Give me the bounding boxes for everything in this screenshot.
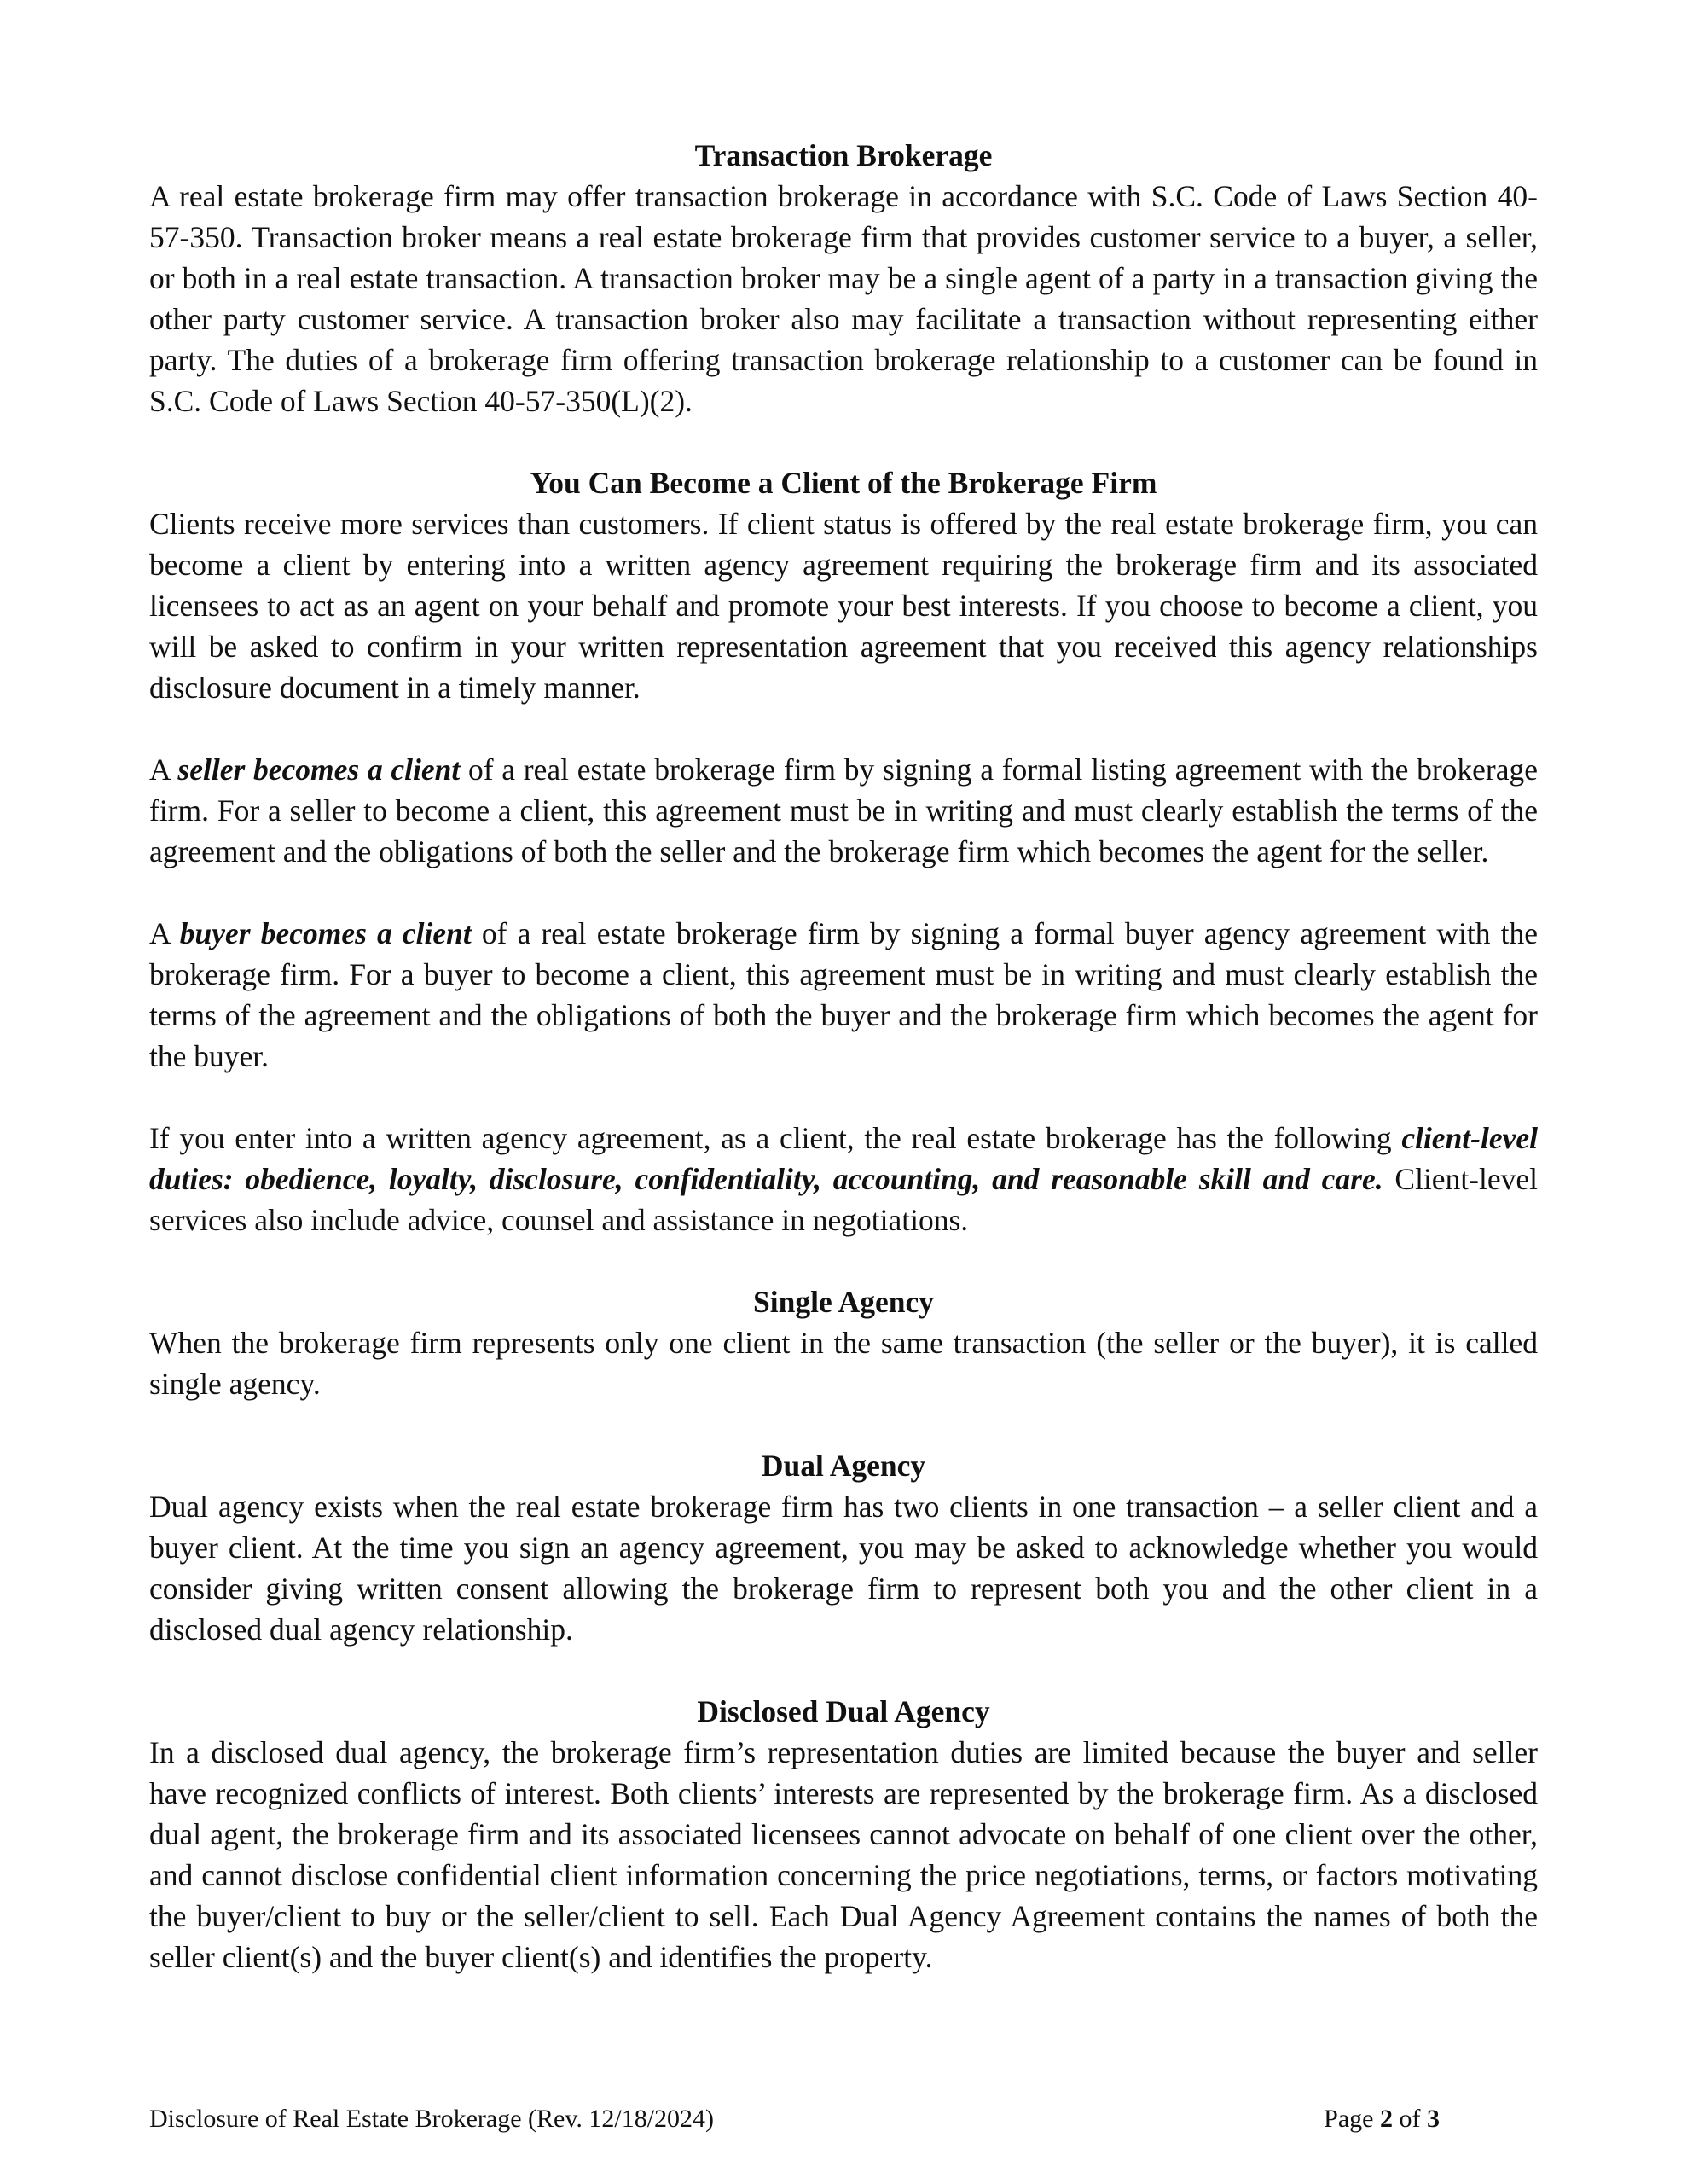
paragraph-client-services: Clients receive more services than customers. If client status is offered by the real estate brokerage firm, you can become a client by entering into a written agency agreement requiring the brokerage firm and its associated licensees to act as an agent on your behalf and promote your best interests. If you choose to become a client, you will be asked to confirm in your written representation agreement that you received this agency relationships disclosure document in a timely manner. <box>149 507 1538 705</box>
page-total: 3 <box>1427 2105 1440 2133</box>
paragraph-seller-becomes-client <box>149 749 1538 872</box>
document-page <box>149 135 1538 1978</box>
paragraph-disclosed-dual-agency: In a disclosed dual agency, the brokerage firm’s representation duties are limited because the buyer and seller have recognized conflicts of interest. Both clients’ interests are represented by the brokerage firm. As a disclosed dual agent, the brokerage firm and its associated licensees cannot advocate on behalf of one client over the other, and cannot disclose confidential client information concerning the price negotiations, terms, or factors motivating the buyer/client to buy or the seller/client to sell. Each Dual Agency Agreement contains the names of both the seller client(s) and the buyer client(s) and identifies the property. <box>149 1735 1538 1974</box>
page-label: Page <box>1324 2105 1380 2133</box>
spacer <box>149 1404 1538 1445</box>
paragraph-single-agency: When the brokerage firm represents only one client in the same transaction (the seller or the buyer), it is called single agency. <box>149 1326 1538 1401</box>
buyer-paragraph-body: of a real estate brokerage firm by signing a formal buyer agency agreement with the brokerage firm. For a buyer to become a client, this agreement must be in writing and must clearly establish the terms of the agreement and the obligations of both the buyer and the brokerage firm which becomes the agent for the buyer. <box>149 916 1538 1073</box>
spacer <box>149 421 1538 462</box>
page-number <box>1324 2102 1440 2136</box>
client-level-duties-emphasis: client-level duties: obedience, loyalty, disclosure, confidentiality, accounting, and reasonable skill and care. <box>149 1121 1538 1196</box>
page-of: of <box>1393 2105 1427 2133</box>
paragraph-client-level-duties <box>149 1118 1538 1240</box>
buyer-paragraph-lead: A <box>149 916 180 950</box>
spacer <box>149 1077 1538 1118</box>
section-title-single-agency: Single Agency <box>752 1285 935 1319</box>
page-current: 2 <box>1380 2105 1393 2133</box>
spacer <box>149 872 1538 913</box>
seller-becomes-client-emphasis: seller becomes a client <box>177 752 461 787</box>
paragraph-buyer-becomes-client <box>149 913 1538 1077</box>
section-title-disclosed-dual-agency: Disclosed Dual Agency <box>697 1694 990 1728</box>
paragraph-dual-agency: Dual agency exists when the real estate brokerage firm has two clients in one transaction – a seller client and a buyer client. At the time you sign an agency agreement, you may be asked to acknowledge whether you would consider giving written consent allowing the brokerage firm to represent both you and the other client in a disclosed dual agency relationship. <box>149 1490 1538 1647</box>
paragraph-transaction-brokerage: A real estate brokerage firm may offer transaction brokerage in accordance with S.C. Code of Laws Section 40- 57-350. Transaction broker means a real estate brokerage firm that provides customer service to a buyer, a seller, or both in a real estate transaction. A transaction broker may be a single agent of a party in a transaction giving the other party customer service. A transaction broker also may facilitate a transaction without representing either party. The duties of a brokerage firm offering transaction brokerage relationship to a customer can be found in S.C. Code of Laws Section 40-57-350(L)(2). <box>149 179 1538 418</box>
duties-paragraph-lead: If you enter into a written agency agreement, as a client, the real estate brokerage has the following <box>149 1121 1402 1155</box>
spacer <box>149 1650 1538 1691</box>
seller-paragraph-body: of a real estate brokerage firm by signing a formal listing agreement with the brokerage firm. For a seller to become a client, this agreement must be in writing and must clearly establish the terms of the agreement and the obligations of both the seller and the brokerage firm which becomes the agent for the seller. <box>149 752 1538 868</box>
footer-document-title: Disclosure of Real Estate Brokerage (Rev. 12/18/2024) <box>149 2105 715 2133</box>
duties-paragraph-body: Client-level services also include advice, counsel and assistance in negotiations. <box>149 1162 1538 1237</box>
section-title-transaction-brokerage: Transaction Brokerage <box>694 138 993 172</box>
section-title-dual-agency: Dual Agency <box>761 1449 926 1483</box>
spacer <box>149 1240 1538 1281</box>
spacer <box>149 708 1538 749</box>
seller-paragraph-lead: A <box>149 752 178 787</box>
buyer-becomes-client-emphasis: buyer becomes a client <box>179 916 472 950</box>
section-title-become-client: You Can Become a Client of the Brokerage Firm <box>530 466 1157 500</box>
